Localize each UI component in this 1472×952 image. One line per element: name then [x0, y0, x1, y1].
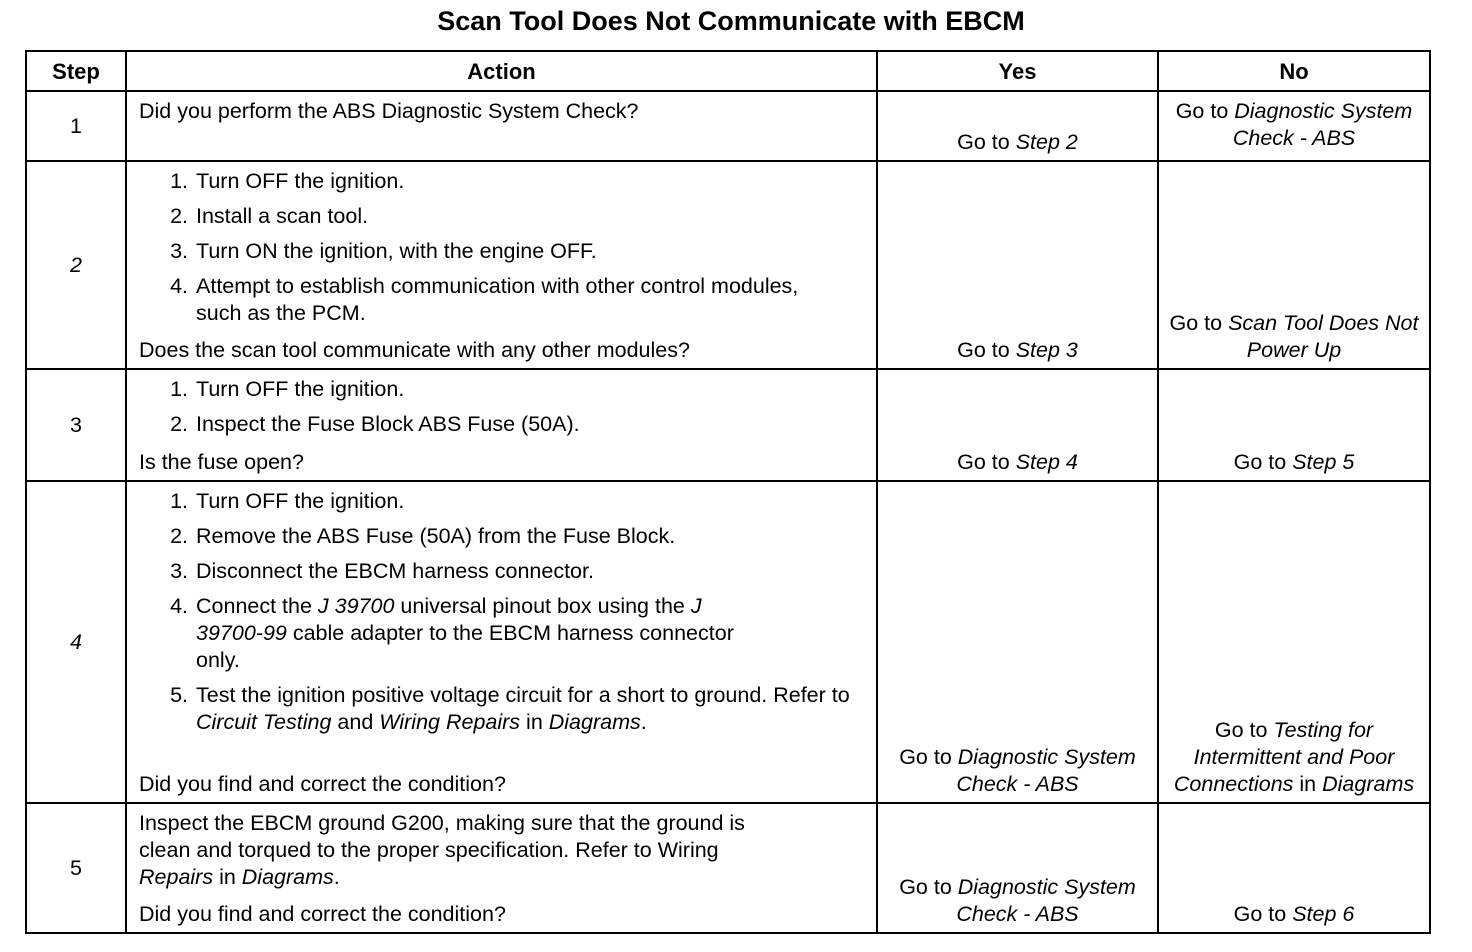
no-cell: Go to Testing for Intermittent and Poor Connections in Diagrams [1158, 481, 1430, 803]
step-number: 2 [26, 161, 126, 369]
no-cell: Go to Step 5 [1158, 369, 1430, 481]
list-item: 3. Disconnect the EBCM harness connector. [194, 558, 864, 585]
action-cell [126, 481, 877, 803]
header-row [26, 51, 1430, 91]
yes-cell: Go to Diagnostic System Check - ABS [877, 803, 1158, 933]
list-item: 4. Attempt to establish communication with other control modules, such as the PCM. [194, 273, 864, 327]
page-title: Scan Tool Does Not Communicate with EBCM [437, 6, 1025, 36]
action-question: Does the scan tool communicate with any other modules? [139, 338, 690, 362]
table-row [26, 91, 1430, 161]
action-question: Did you find and correct the condition? [139, 772, 506, 796]
header-yes: Yes [877, 51, 1158, 91]
action-steps [139, 168, 864, 327]
step-number: 1 [26, 91, 126, 161]
table-row [26, 369, 1430, 481]
list-item: 3. Turn ON the ignition, with the engine OFF. [194, 238, 864, 265]
yes-cell: Go to Step 3 [877, 161, 1158, 369]
action-question: Did you find and correct the condition? [139, 902, 506, 926]
list-item: 5. Test the ignition positive voltage circuit for a short to ground. Refer to Circuit Testing and Wiring Repairs in Diagrams. [194, 682, 864, 736]
list-item: 1. Turn OFF the ignition. [194, 488, 864, 515]
step-number: 5 [26, 803, 126, 933]
table-row [26, 481, 1430, 803]
no-cell: Go to Scan Tool Does Not Power Up [1158, 161, 1430, 369]
yes-cell: Go to Step 2 [877, 91, 1158, 161]
action-cell [126, 369, 877, 481]
yes-cell: Go to Diagnostic System Check - ABS [877, 481, 1158, 803]
no-cell: Go to Diagnostic System Check - ABS [1158, 91, 1430, 161]
action-question: Did you perform the ABS Diagnostic System Check? [139, 99, 639, 123]
yes-cell: Go to Step 4 [877, 369, 1158, 481]
header-step: Step [26, 51, 126, 91]
action-cell [126, 161, 877, 369]
tool-number: J 39700-99 [196, 594, 702, 645]
table-row [26, 803, 1430, 933]
action-cell [126, 803, 877, 933]
list-item: 1. Turn OFF the ignition. [194, 376, 864, 403]
action-steps [139, 376, 864, 438]
step-number: 4 [26, 481, 126, 803]
list-item: 2. Remove the ABS Fuse (50A) from the Fuse Block. [194, 523, 864, 550]
header-no: No [1158, 51, 1430, 91]
list-item: 2. Inspect the Fuse Block ABS Fuse (50A). [194, 411, 864, 438]
list-item: 4. Connect the J 39700 universal pinout box using the J 39700-99 cable adapter to the EBCM harness connector only. [194, 593, 864, 674]
table-row [26, 161, 1430, 369]
action-steps [139, 488, 864, 736]
action-paragraph: Inspect the EBCM ground G200, making sure that the ground is clean and torqued to the proper specification. Refer to Wiring Repairs in Diagrams. [139, 811, 745, 889]
action-cell [126, 91, 877, 161]
header-action: Action [126, 51, 877, 91]
no-cell: Go to Step 6 [1158, 803, 1430, 933]
tool-number: J 39700 [317, 594, 395, 618]
list-item: 1. Turn OFF the ignition. [194, 168, 864, 195]
diagnostic-table [25, 50, 1431, 934]
action-question: Is the fuse open? [139, 450, 304, 474]
step-number: 3 [26, 369, 126, 481]
list-item: 2. Install a scan tool. [194, 203, 864, 230]
